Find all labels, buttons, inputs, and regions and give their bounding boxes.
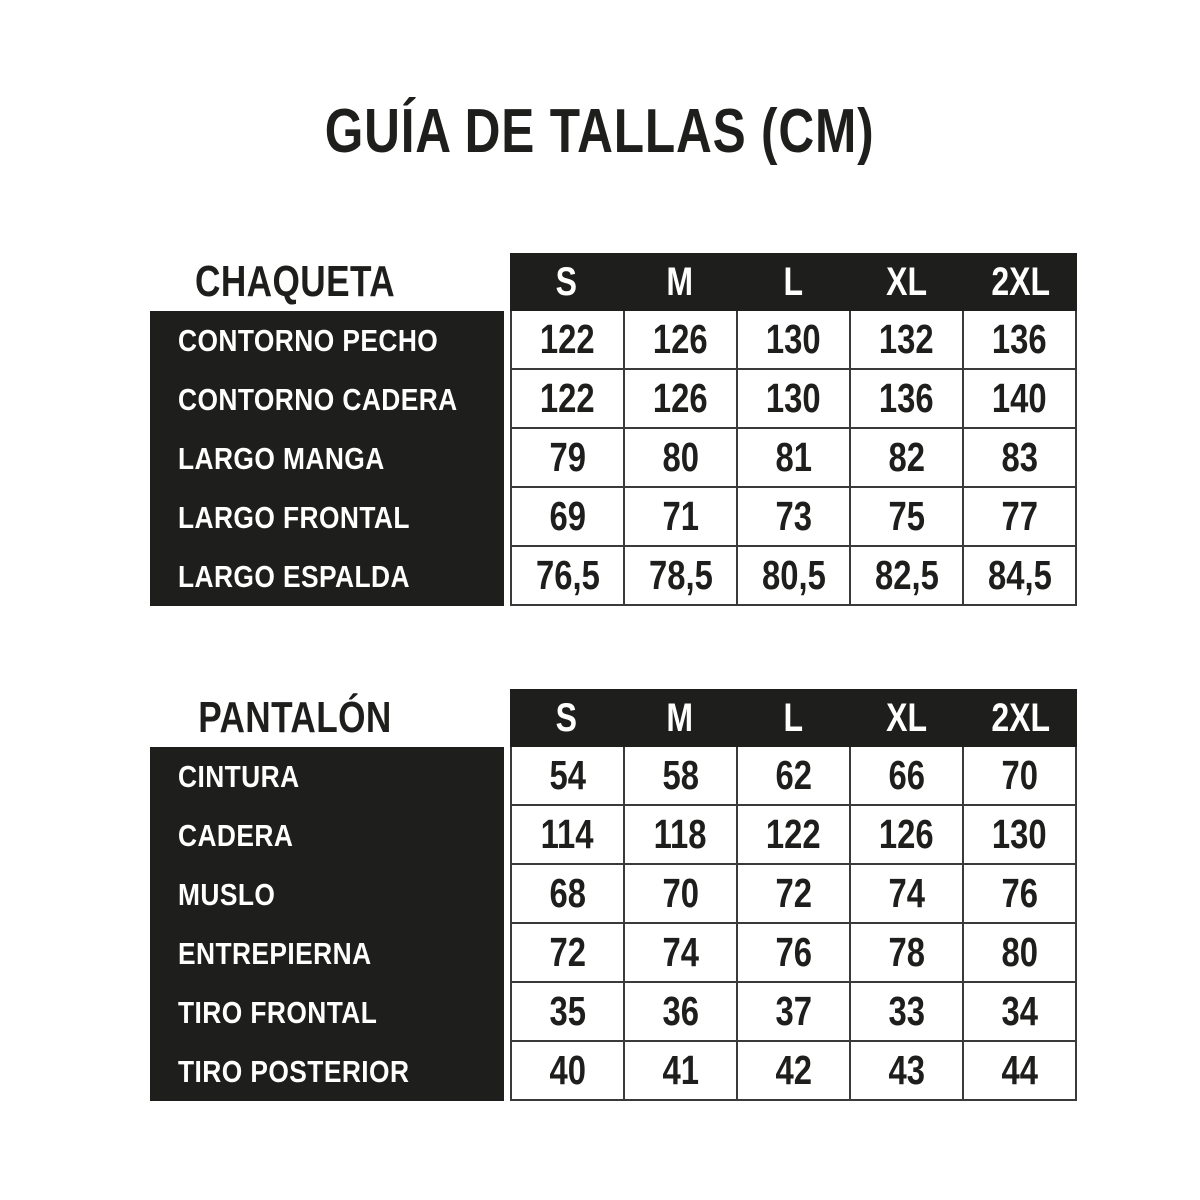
pantalon-size-table <box>150 689 1077 1101</box>
measurement-value-cell <box>738 924 851 983</box>
size-column-header <box>964 253 1077 311</box>
measurement-value: 81 <box>775 434 812 480</box>
measurement-value-cell <box>738 311 851 370</box>
measurement-value: 70 <box>662 870 699 916</box>
measurement-value: 83 <box>1001 434 1038 480</box>
measurement-value-cell <box>851 370 964 429</box>
measurement-value: 77 <box>1001 493 1038 539</box>
measurement-value: 74 <box>888 870 925 916</box>
measurement-value-cell <box>851 983 964 1042</box>
measurement-value-cell <box>964 311 1077 370</box>
measurement-value-cell <box>851 924 964 983</box>
measurement-label-text: ENTREPIERNA <box>178 935 372 971</box>
measurement-label-text: TIRO FRONTAL <box>178 994 378 1030</box>
measurement-value: 80 <box>1001 929 1038 975</box>
measurement-label-text: LARGO FRONTAL <box>178 499 410 535</box>
size-column-header <box>623 689 736 747</box>
measurement-value: 33 <box>888 988 925 1034</box>
measurement-value: 130 <box>766 375 821 421</box>
measurement-value-cell <box>625 924 738 983</box>
measurement-value: 42 <box>775 1047 812 1093</box>
measurement-value: 72 <box>775 870 812 916</box>
size-column-header <box>964 689 1077 747</box>
measurement-value: 76,5 <box>535 552 600 598</box>
measurement-value-cell <box>512 1042 625 1101</box>
measurement-value: 130 <box>992 811 1047 857</box>
measurement-value: 72 <box>549 929 586 975</box>
measurement-value-cell <box>512 806 625 865</box>
measurement-value-cell <box>512 983 625 1042</box>
measurement-value-cell <box>851 806 964 865</box>
measurement-value: 69 <box>549 493 586 539</box>
size-column-header <box>737 253 850 311</box>
measurement-value: 74 <box>662 929 699 975</box>
measurement-value: 43 <box>888 1047 925 1093</box>
measurement-value-cell <box>738 1042 851 1101</box>
measurement-label-column <box>150 311 504 606</box>
measurement-value: 40 <box>549 1047 586 1093</box>
measurement-value-cell <box>738 488 851 547</box>
measurement-value-cell <box>851 865 964 924</box>
measurement-value: 126 <box>653 375 708 421</box>
measurement-value-cell <box>512 488 625 547</box>
measurement-value-cell <box>964 1042 1077 1101</box>
size-column-header-text: M <box>666 259 694 304</box>
measurement-value: 122 <box>766 811 821 857</box>
measurement-label-text: CONTORNO CADERA <box>178 381 458 417</box>
measurement-value: 41 <box>662 1047 699 1093</box>
measurement-value: 118 <box>654 811 707 857</box>
size-column-header <box>623 253 736 311</box>
measurement-value-cell <box>738 806 851 865</box>
measurement-value-cell <box>625 370 738 429</box>
measurement-value-cell <box>512 547 625 606</box>
measurement-value-cell <box>512 429 625 488</box>
measurement-value: 71 <box>662 493 699 539</box>
size-column-header <box>510 253 623 311</box>
measurement-value-cell <box>625 747 738 806</box>
measurement-value: 78,5 <box>648 552 713 598</box>
section-title-text: PANTALÓN <box>198 693 392 742</box>
measurement-value-cell <box>964 747 1077 806</box>
measurement-value-cell <box>964 806 1077 865</box>
measurement-value: 80,5 <box>761 552 826 598</box>
size-column-header-text: L <box>783 259 804 304</box>
measurement-value-cell <box>512 370 625 429</box>
measurement-value-cell <box>625 983 738 1042</box>
size-column-header <box>510 689 623 747</box>
measurement-label <box>150 865 504 924</box>
measurement-value-cell <box>851 311 964 370</box>
measurement-label-text: CADERA <box>178 817 294 853</box>
page-title-text: GUÍA DE TALLAS (CM) <box>325 97 875 166</box>
chaqueta-size-table <box>150 253 1077 606</box>
measurement-value-cell <box>964 924 1077 983</box>
size-column-header-text: M <box>666 695 694 740</box>
measurement-value-cell <box>964 488 1077 547</box>
measurement-label-text: TIRO POSTERIOR <box>178 1053 410 1089</box>
measurement-value-cell <box>964 370 1077 429</box>
measurement-value-cell <box>512 924 625 983</box>
measurement-label-column <box>150 747 504 1101</box>
measurement-value: 114 <box>541 811 594 857</box>
measurement-value-cell <box>625 865 738 924</box>
measurement-label-text: MUSLO <box>178 876 276 912</box>
size-column-header-text: 2XL <box>990 695 1050 740</box>
section-title-pantalon <box>150 689 504 747</box>
measurement-value-cell <box>512 747 625 806</box>
measurement-value: 140 <box>992 375 1047 421</box>
measurement-value-cell <box>738 370 851 429</box>
measurement-value: 82,5 <box>874 552 939 598</box>
measurement-value-cell <box>512 311 625 370</box>
measurement-value: 82 <box>888 434 925 480</box>
measurement-values-grid <box>510 311 1077 606</box>
measurement-value: 70 <box>1001 752 1038 798</box>
size-column-header-text: L <box>783 695 804 740</box>
measurement-value: 54 <box>549 752 586 798</box>
measurement-value: 58 <box>662 752 699 798</box>
measurement-value-cell <box>738 547 851 606</box>
measurement-value: 122 <box>540 316 595 362</box>
measurement-value-cell <box>625 311 738 370</box>
measurement-value: 84,5 <box>987 552 1052 598</box>
measurement-value: 132 <box>879 316 934 362</box>
measurement-value-cell <box>738 983 851 1042</box>
measurement-value-cell <box>625 1042 738 1101</box>
page-title <box>0 96 1200 167</box>
size-column-header-text: S <box>556 259 578 304</box>
measurement-value: 62 <box>775 752 812 798</box>
measurement-label <box>150 547 504 606</box>
measurement-value: 80 <box>662 434 699 480</box>
measurement-value: 75 <box>888 493 925 539</box>
measurement-value-cell <box>851 747 964 806</box>
measurement-value: 136 <box>879 375 934 421</box>
measurement-label-text: LARGO ESPALDA <box>178 558 410 594</box>
measurement-value: 136 <box>992 316 1047 362</box>
measurement-value: 122 <box>540 375 595 421</box>
measurement-value-cell <box>625 429 738 488</box>
measurement-value: 68 <box>549 870 586 916</box>
measurement-value: 126 <box>879 811 934 857</box>
measurement-value: 34 <box>1001 988 1038 1034</box>
measurement-value-cell <box>851 1042 964 1101</box>
measurement-label <box>150 370 504 429</box>
size-column-header-text: XL <box>886 259 928 304</box>
measurement-value: 35 <box>549 988 586 1034</box>
measurement-label <box>150 924 504 983</box>
size-header-row <box>510 253 1077 311</box>
measurement-label <box>150 1042 504 1101</box>
measurement-label <box>150 747 504 806</box>
measurement-value: 76 <box>775 929 812 975</box>
measurement-value-cell <box>738 747 851 806</box>
measurement-value-cell <box>625 806 738 865</box>
measurement-value: 130 <box>766 316 821 362</box>
size-header-row <box>510 689 1077 747</box>
measurement-label-text: CONTORNO PECHO <box>178 322 439 358</box>
measurement-label <box>150 488 504 547</box>
section-title-chaqueta <box>150 253 504 311</box>
measurement-value: 66 <box>888 752 925 798</box>
measurement-values-grid <box>510 747 1077 1101</box>
size-column-header <box>850 689 963 747</box>
measurement-value-cell <box>964 429 1077 488</box>
measurement-value: 44 <box>1001 1047 1038 1093</box>
size-column-header <box>850 253 963 311</box>
measurement-value: 37 <box>775 988 812 1034</box>
measurement-value-cell <box>738 429 851 488</box>
measurement-value-cell <box>964 547 1077 606</box>
measurement-value: 73 <box>775 493 812 539</box>
measurement-label <box>150 983 504 1042</box>
section-title-text: CHAQUETA <box>194 257 396 306</box>
measurement-value-cell <box>851 429 964 488</box>
measurement-value: 36 <box>662 988 699 1034</box>
measurement-value-cell <box>964 865 1077 924</box>
measurement-value-cell <box>851 547 964 606</box>
size-column-header-text: 2XL <box>990 259 1050 304</box>
size-column-header-text: S <box>556 695 578 740</box>
size-column-header <box>737 689 850 747</box>
measurement-value-cell <box>625 488 738 547</box>
size-column-header-text: XL <box>886 695 928 740</box>
measurement-label-text: CINTURA <box>178 758 300 794</box>
measurement-value-cell <box>625 547 738 606</box>
measurement-label <box>150 429 504 488</box>
measurement-label-text: LARGO MANGA <box>178 440 385 476</box>
measurement-value-cell <box>512 865 625 924</box>
measurement-label <box>150 806 504 865</box>
measurement-value-cell <box>851 488 964 547</box>
measurement-value: 126 <box>653 316 708 362</box>
measurement-value: 78 <box>888 929 925 975</box>
measurement-value: 79 <box>549 434 586 480</box>
measurement-value-cell <box>964 983 1077 1042</box>
measurement-value-cell <box>738 865 851 924</box>
measurement-label <box>150 311 504 370</box>
measurement-value: 76 <box>1001 870 1038 916</box>
